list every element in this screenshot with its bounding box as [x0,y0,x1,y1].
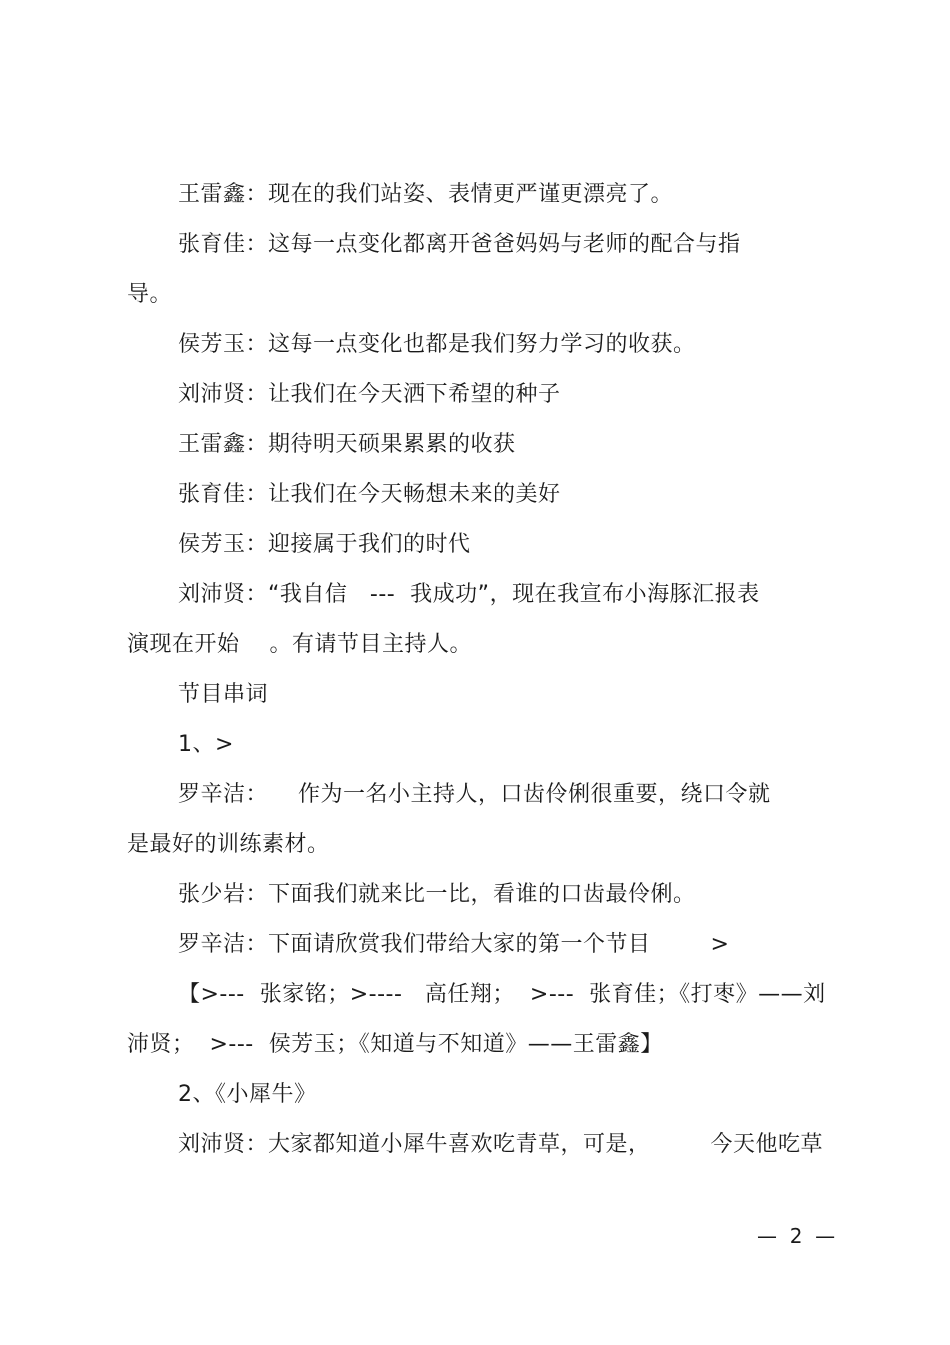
page-number: — 2 — [757,1224,836,1248]
text-line-14: 是最好的训练素材。 [127,832,330,857]
text-line-18: 沛贤； >--- 侯芳玉；《知道与不知道》——王雷鑫】 [127,1032,663,1057]
program-item-2: 2、《小犀牛》 [178,1082,317,1107]
program-item-1: 1、> [178,732,234,757]
text-line-5: 刘沛贤：让我们在今天洒下希望的种子 [178,382,561,407]
text-line-7: 张育佳：让我们在今天畅想未来的美好 [178,482,561,507]
text-line-1: 王雷鑫：现在的我们站姿、表情更严谨更漂亮了。 [178,182,674,207]
section-heading: 节目串词 [178,682,269,707]
text-line-9: 刘沛贤：“我自信 --- 我成功”，现在我宣布小海豚汇报表 [178,582,760,607]
text-line-6: 王雷鑫：期待明天硕果累累的收获 [178,432,516,457]
text-line-13: 罗辛洁： 作为一名小主持人，口齿伶俐很重要，绕口令就 [178,782,771,807]
text-line-10: 演现在开始 。有请节目主持人。 [127,632,472,657]
text-line-20: 刘沛贤：大家都知道小犀牛喜欢吃青草，可是， 今天他吃草 [178,1132,823,1157]
text-line-3: 导。 [127,282,173,307]
text-line-16: 罗辛洁：下面请欣赏我们带给大家的第一个节目 > [178,932,730,957]
text-line-4: 侯芳玉：这每一点变化也都是我们努力学习的收获。 [178,332,696,357]
text-line-8: 侯芳玉：迎接属于我们的时代 [178,532,471,557]
text-line-17: 【>--- 张家铭；>---- 高任翔； >--- 张育佳；《打枣》——刘 [178,982,826,1007]
text-line-2: 张育佳：这每一点变化都离开爸爸妈妈与老师的配合与指 [178,232,741,257]
text-line-15: 张少岩：下面我们就来比一比，看谁的口齿最伶俐。 [178,882,696,907]
